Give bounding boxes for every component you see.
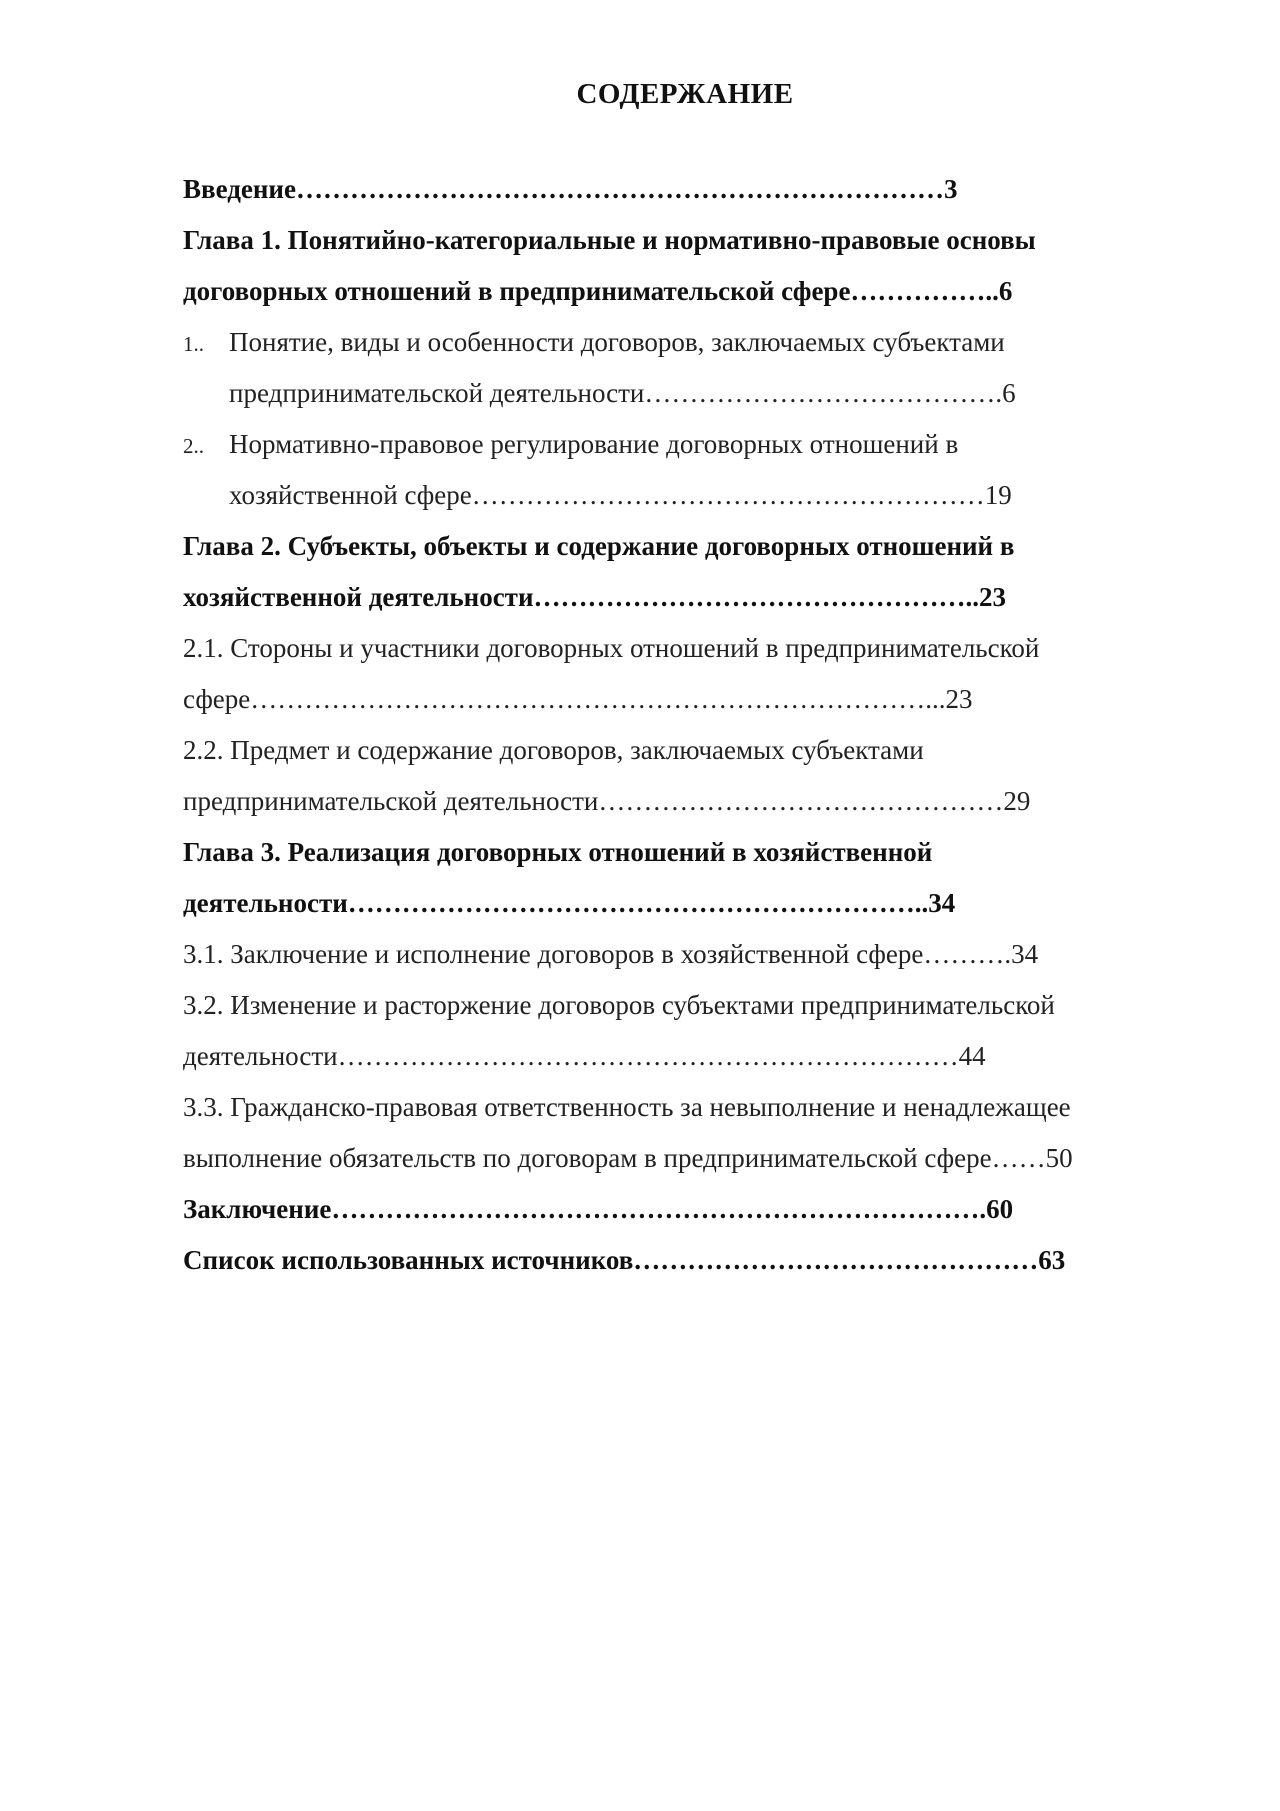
toc-entry-1-2-line-2: хозяйственной сфере…………………………………………………19 [229,480,1012,510]
toc-entry-1-2-line-1 [183,419,1183,470]
page-title: СОДЕРЖАНИЕ [576,78,794,110]
toc-entry-chapter-2-line-1: Глава 2. Субъекты, объекты и содержание договорных отношений в [183,531,1015,561]
table-of-contents [183,164,1183,1286]
toc-entry-chapter-1-line-1: Глава 1. Понятийно-категориальные и нормативно-правовые основы [183,225,1036,255]
toc-entry-1-1-line-2: предпринимательской деятельности………………………………….6 [229,378,1016,408]
toc-entry-chapter-3-line-2: деятельности………………………………………………………..34 [183,888,956,918]
toc-entry-chapter-3-line-1: Глава 3. Реализация договорных отношений в хозяйственной [183,837,933,867]
toc-entry-3-1: 3.1. Заключение и исполнение договоров в хозяйственной сфере……….34 [183,939,1039,969]
toc-entry-conclusion: Заключение……………………………………………………………….60 [183,1194,1014,1224]
toc-entry-chapter-2-line-2: хозяйственной деятельности…………………………………………..23 [183,582,1006,612]
toc-entry-2-1-line-2: сфере…………………………………………………………………...23 [183,684,973,714]
toc-entry-3-2-line-1: 3.2. Изменение и расторжение договоров субъектами предпринимательской [183,990,1055,1020]
toc-entry-1-1-line-1 [183,317,1183,368]
toc-entry-3-3-line-1: 3.3. Гражданско-правовая ответственность за невыполнение и ненадлежащее [183,1092,1071,1122]
toc-entry-chapter-1-line-2: договорных отношений в предпринимательской сфере……………..6 [183,276,1013,306]
toc-entry-number: 2.. [183,434,204,458]
toc-entry-number: 1.. [183,332,204,356]
toc-entry-2-1-line-1: 2.1. Стороны и участники договорных отношений в предпринимательской [183,633,1040,663]
toc-entry-references: Список использованных источников………………………………………63 [183,1245,1066,1275]
toc-entry-introduction: Введение………………………………………………………………3 [183,174,958,204]
toc-entry-2-2-line-1: 2.2. Предмет и содержание договоров, заключаемых субъектами [183,735,924,765]
toc-entry-text: Понятие, виды и особенности договоров, заключаемых субъектами [229,327,1005,357]
toc-entry-3-3-line-2: выполнение обязательств по договорам в предпринимательской сфере……50 [183,1143,1073,1173]
toc-entry-2-2-line-2: предпринимательской деятельности………………………………………29 [183,786,1031,816]
toc-entry-3-2-line-2: деятельности……………………………………………………………44 [183,1041,986,1071]
toc-entry-text: Нормативно-правовое регулирование договорных отношений в [229,429,959,459]
